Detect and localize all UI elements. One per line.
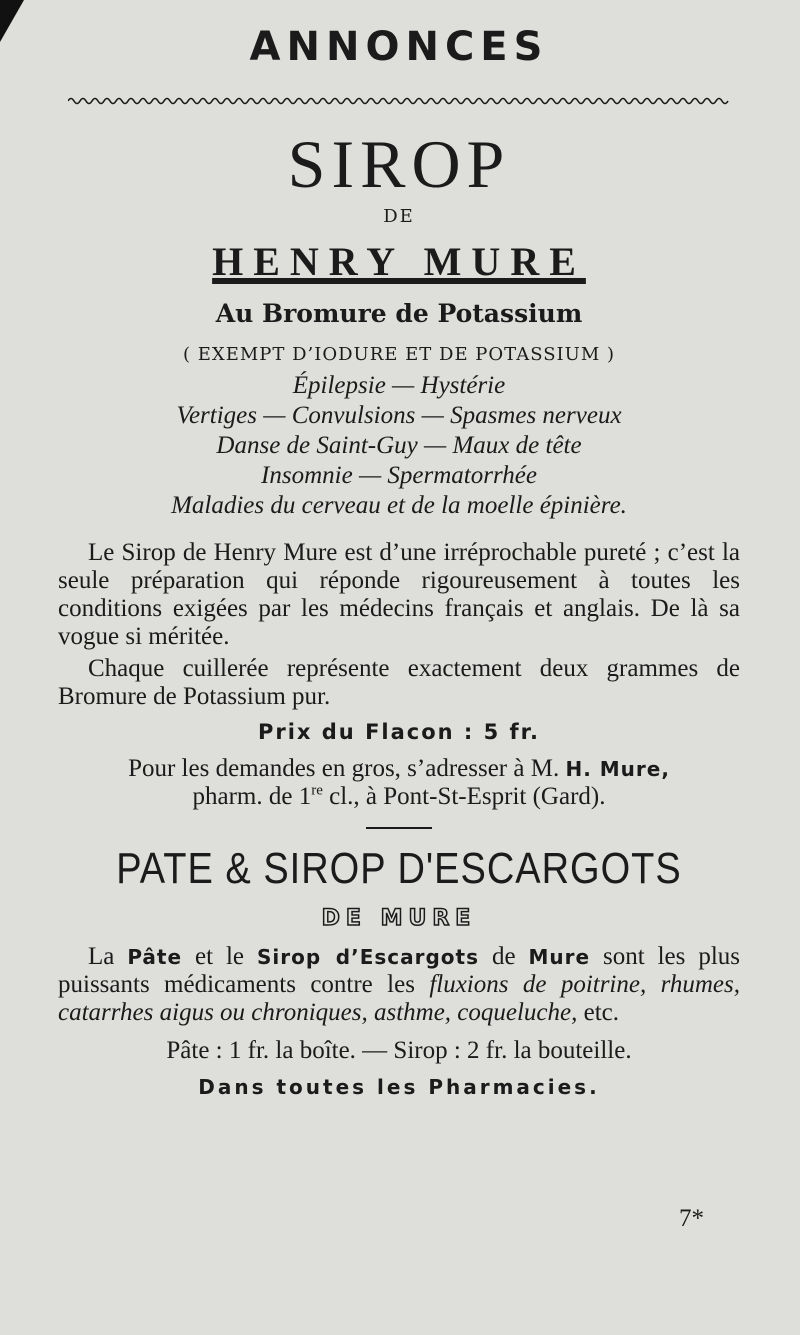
torn-corner — [0, 0, 24, 42]
text-run: La — [88, 943, 128, 970]
section-divider — [366, 827, 432, 829]
page-header: ANNONCES — [249, 24, 549, 70]
indication-line: Épilepsie — Hystérie — [292, 372, 506, 399]
text-run: etc. — [577, 999, 620, 1026]
indication-line: Vertiges — Convulsions — Spasmes nerveux — [176, 402, 622, 429]
text-run: de — [479, 943, 529, 970]
wavy-rule — [68, 96, 730, 106]
product-subtitle: Au Bromure de Potassium — [215, 299, 583, 328]
text-run-italic: fluxions de poitrine, rhumes, catarrhes aigus ou chroniques, asthme, coqueluche, — [58, 971, 741, 1026]
flacon-price: Prix du Flacon : 5 fr. — [257, 720, 541, 744]
wholesale-prefix: Pour les demandes en gros, s’adresser à M. — [128, 755, 566, 782]
page-number: 7* — [679, 1205, 704, 1232]
indication-line: Danse de Saint-Guy — Maux de tête — [216, 432, 582, 459]
exempt-note: ( EXEMPT D’IODURE ET DE POTASSIUM ) — [183, 344, 615, 365]
indication-line: Maladies du cerveau et de la moelle épinière. — [171, 492, 627, 519]
ordinal-sup: re — [311, 782, 323, 799]
purity-paragraph: Le Sirop de Henry Mure est d’une irréprochable pureté ; c’est la seule préparation qui réponde rigoureusement à toutes les conditions exigées par les médecins français et anglais. De là sa vogue si méritée. — [58, 539, 740, 650]
brand-name: HENRY MURE — [212, 239, 586, 284]
escargots-paragraph — [58, 943, 740, 1027]
text-run-bold: Pâte — [127, 945, 183, 969]
pharmacist-name: H. Mure, — [565, 757, 670, 781]
pate-title: PATE & SIROP D'ESCARGOTS — [116, 844, 682, 894]
text-run: sont les plus puissants médicaments contre les — [58, 943, 740, 998]
de-mure-banner: DE MURE — [321, 906, 477, 931]
pharmacies-note: Dans toutes les Pharmacies. — [198, 1075, 600, 1099]
de-word: DE — [383, 206, 415, 227]
sirop-title: SIROP — [287, 126, 511, 202]
text-run-bold: Mure — [528, 945, 591, 969]
wholesale-contact — [58, 755, 740, 811]
dosage-paragraph: Chaque cuillerée représente exactement deux grammes de Bromure de Potassium pur. — [58, 655, 740, 710]
pate-sirop-prices: Pâte : 1 fr. la boîte. — Sirop : 2 fr. la bouteille. — [166, 1037, 632, 1064]
wholesale-line2-post: cl., à Pont-St-Esprit (Gard). — [322, 783, 606, 810]
text-run: et le — [182, 943, 257, 970]
text-run-bold: Sirop d’Escargots — [256, 945, 480, 969]
indication-line: Insomnie — Spermatorrhée — [261, 462, 537, 489]
wholesale-line2-pre: pharm. de 1 — [192, 783, 312, 810]
indications-list — [58, 371, 740, 521]
